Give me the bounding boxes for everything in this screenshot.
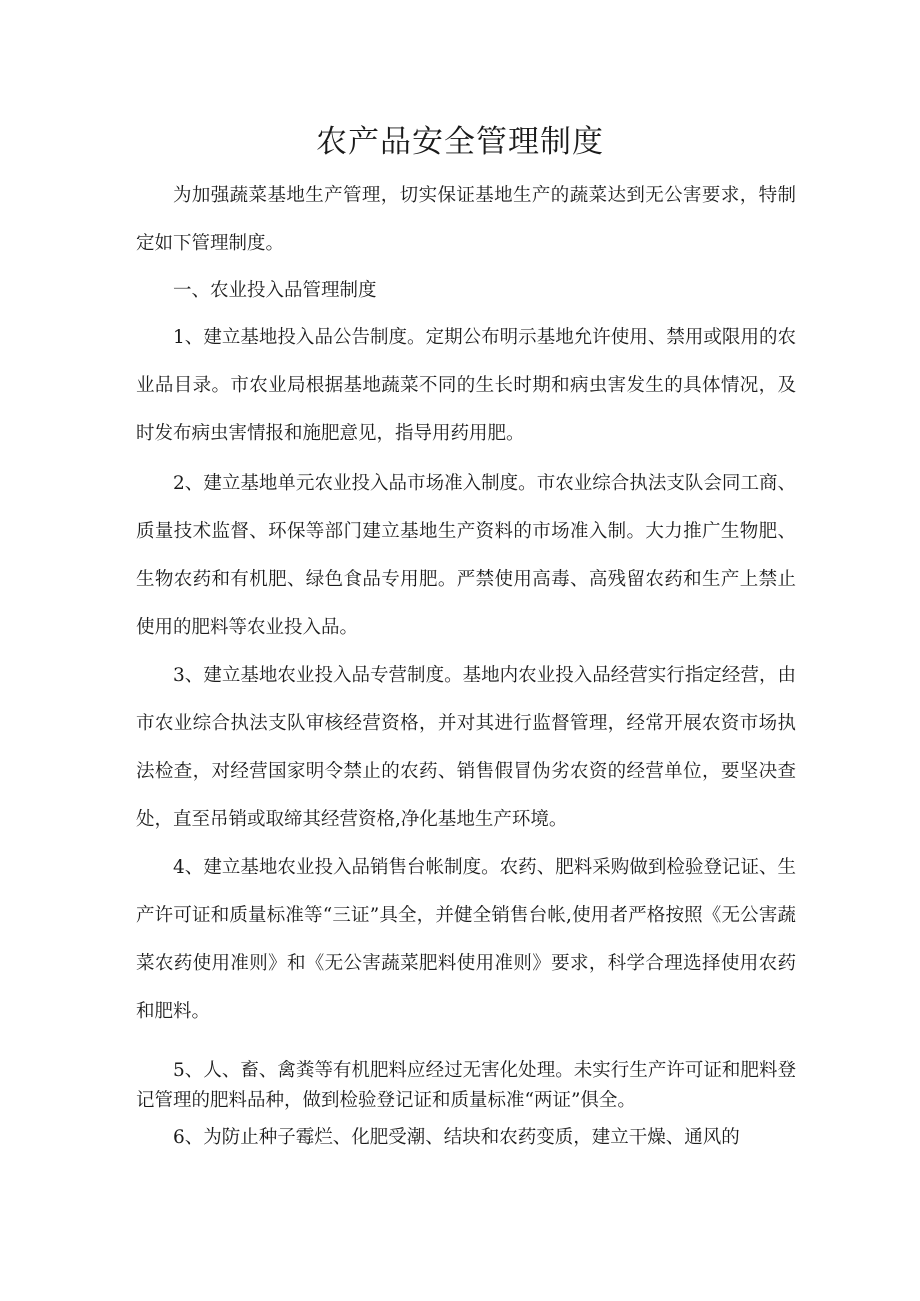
section-heading: 一、农业投入品管理制度 <box>173 280 377 301</box>
list-item: 4、建立基地农业投入品销售台帐制度。农药、肥料采购做到检验登记证、生产许可证和质量标准等“三证”具全，并健全销售台帐,使用者严格按照《无公害蔬菜农药使用准则》和《无公害蔬菜肥料使用准则》要求，科学合理选择使用农药和肥料。 <box>136 857 796 1022</box>
intro-paragraph: 为加强蔬菜基地生产管理，切实保证基地生产的蔬菜达到无公害要求，特制定如下管理制度。 <box>136 185 796 254</box>
list-item: 1、建立基地投入品公告制度。定期公布明示基地允许使用、禁用或限用的农业品目录。市农业局根据基地蔬菜不同的生长时期和病虫害发生的具体情况，及时发布病虫害情报和施肥意见，指导用药用肥。 <box>136 327 796 444</box>
list-item: 2、建立基地单元农业投入品市场准入制度。市农业综合执法支队会同工商、质量技术监督、环保等部门建立基地生产资料的市场准入制。大力推广生物肥、生物农药和有机肥、绿色食品专用肥。严禁使用高毒、高残留农药和生产上禁止使用的肥料等农业投入品。 <box>136 473 796 638</box>
document-title: 农产品安全管理制度 <box>316 124 604 160</box>
list-item: 6、为防止种子霉烂、化肥受潮、结块和农药变质，建立干燥、通风的 <box>173 1127 740 1148</box>
list-item: 5、人、畜、禽粪等有机肥料应经过无害化处理。未实行生产许可证和肥料登记管理的肥料品种，做到检验登记证和质量标准“两证”俱全。 <box>136 1060 796 1111</box>
list-item: 3、建立基地农业投入品专营制度。基地内农业投入品经营实行指定经营，由市农业综合执法支队审核经营资格，并对其进行监督管理，经常开展农资市场执法检查，对经营国家明令禁止的农药、销售假冒伪劣农资的经营单位，要坚决查处，直至吊销或取缔其经营资格,净化基地生产环境。 <box>136 665 796 830</box>
